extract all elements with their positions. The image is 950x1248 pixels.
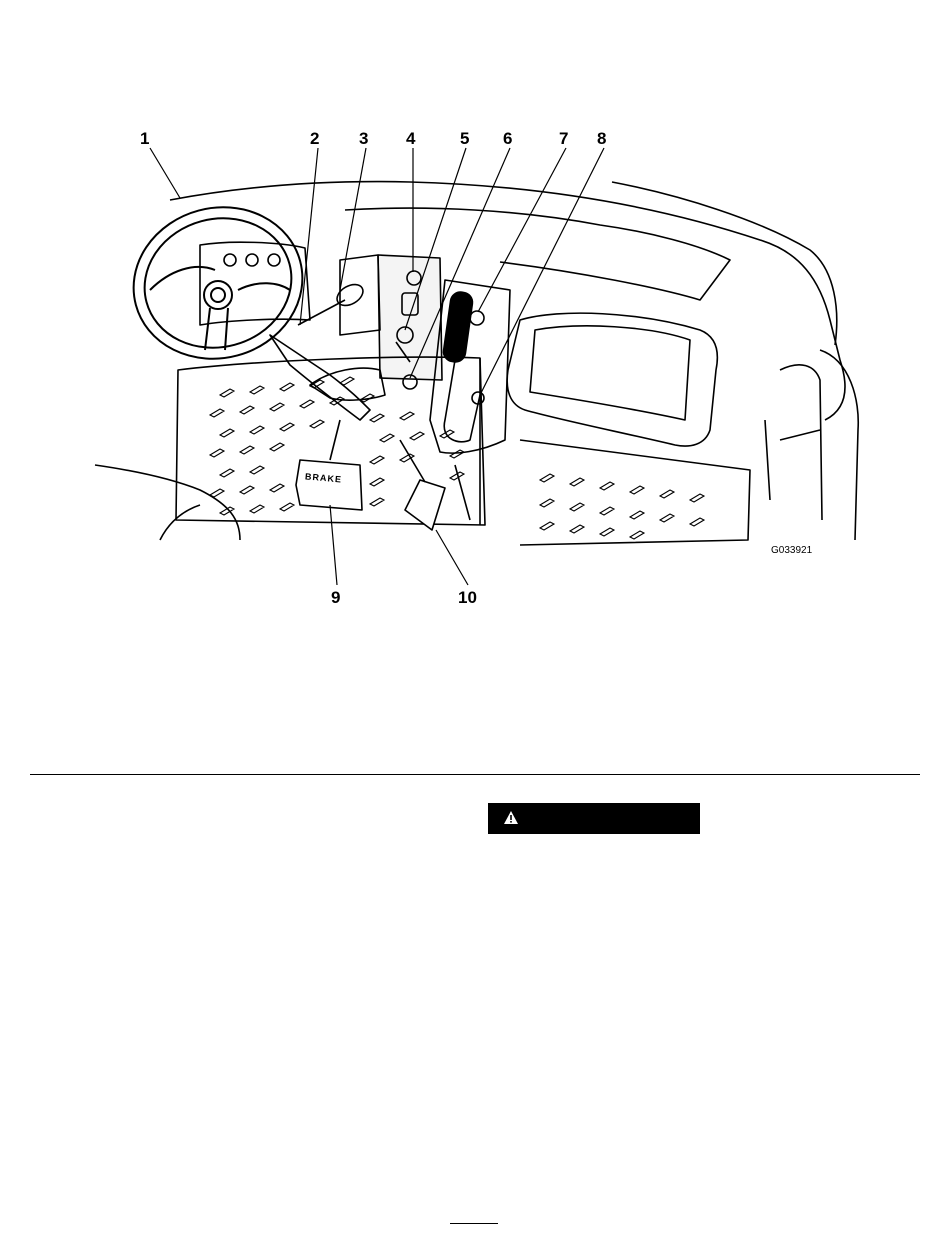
callout-1: 1: [140, 129, 150, 148]
figure-code: G033921: [771, 545, 813, 556]
brake-pedal: [296, 460, 362, 510]
warning-banner: [488, 803, 700, 834]
glove-box: [507, 313, 717, 446]
callout-9: 9: [331, 588, 341, 607]
warning-triangle-icon: [503, 810, 519, 825]
callout-6: 6: [503, 129, 513, 148]
steering-wheel-icon: [116, 189, 319, 378]
callout-5: 5: [460, 129, 470, 148]
floor-panel-right: [520, 440, 750, 545]
callout-2: 2: [310, 129, 320, 148]
callout-3: 3: [359, 129, 369, 148]
page-number-underline: [450, 1223, 498, 1224]
accelerator-pedal: [405, 480, 445, 530]
callout-4: 4: [406, 129, 416, 148]
callout-7: 7: [559, 129, 569, 148]
steering-column: [270, 335, 370, 420]
hood-right: [612, 182, 837, 345]
brake-pedal-label: BRAKE: [304, 471, 343, 485]
callout-10: 10: [458, 588, 477, 607]
section-divider: [30, 774, 920, 775]
callout-8: 8: [597, 129, 607, 148]
